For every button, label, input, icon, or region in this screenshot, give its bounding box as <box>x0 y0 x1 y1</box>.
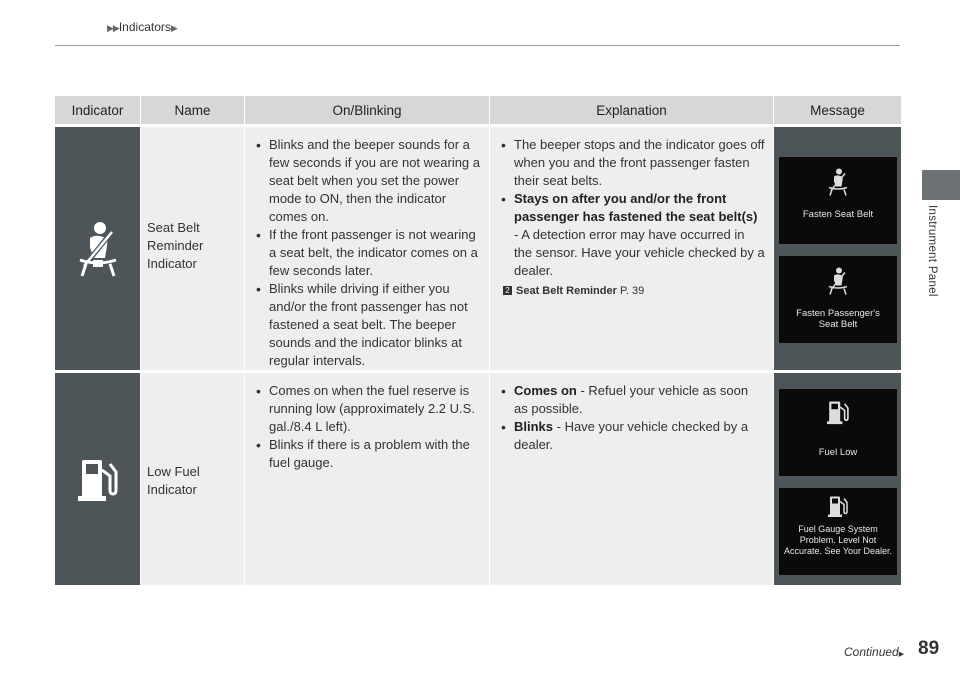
column-header: Indicator <box>55 96 141 124</box>
reference-arrow-icon: 2 <box>503 286 512 295</box>
name-line: Indicator <box>147 256 197 271</box>
on-blinking-cell <box>245 370 490 585</box>
continued-label: Continued▶ <box>844 645 905 659</box>
section-tab <box>922 170 960 200</box>
header-rule <box>55 45 900 46</box>
name-line: Indicator <box>147 482 197 497</box>
section-label: Instrument Panel <box>926 205 938 297</box>
list-item <box>501 382 765 418</box>
reference-label: Seat Belt Reminder <box>516 285 617 297</box>
list-item: • The beeper stops and the indicator goes off when you and the front passenger fasten their seat belts. <box>501 136 765 190</box>
explanation-cell <box>490 124 774 370</box>
table-row <box>55 370 901 585</box>
message-text: Fuel Gauge System Problem. Level Not Accurate. See Your Dealer. <box>783 524 893 556</box>
fuel-pump-icon <box>78 456 118 502</box>
list-item: • Comes on when the fuel reserve is running low (approximately 2.2 U.S. gal./8.4 L left). <box>256 382 481 436</box>
explanation-cell <box>490 370 774 585</box>
column-header: Explanation <box>490 96 774 124</box>
list-item: • Blinks and the beeper sounds for a few seconds if you are not wearing a seat belt when you set the power mode to ON, then the indicator comes on. <box>256 136 481 226</box>
on-blinking-cell <box>245 124 490 370</box>
explanation-text: - Refuel your vehicle as soon as possible. <box>514 383 749 416</box>
cross-reference[interactable] <box>490 282 773 300</box>
seat-belt-icon <box>825 167 851 197</box>
breadcrumb-arrow-icon: ▶▶ <box>107 23 119 33</box>
indicator-table <box>55 96 901 585</box>
message-screen <box>779 389 897 476</box>
column-header: On/Blinking <box>245 96 490 124</box>
page-number: 89 <box>918 638 940 659</box>
column-header: Message <box>774 96 901 124</box>
list-item: • If the front passenger is not wearing a seat belt, the indicator comes on a few seconds later. <box>256 226 481 280</box>
reference-page: P. 39 <box>619 285 645 297</box>
seat-belt-icon <box>825 266 851 296</box>
table-header-row <box>55 96 901 124</box>
bold-term: Comes on <box>514 383 577 398</box>
name-line: Reminder <box>147 238 204 253</box>
name-line: Low Fuel <box>147 464 200 479</box>
list-item: • Blinks if there is a problem with the fuel gauge. <box>256 436 481 472</box>
breadcrumb-label: Indicators <box>118 20 171 34</box>
list-item: • Blinks while driving if either you and/or the front passenger has not fastened a seat belt. The beeper sounds and the indicator blinks at regular intervals. <box>256 280 481 370</box>
bold-term: Blinks <box>514 419 554 434</box>
list-item <box>501 190 765 280</box>
list-item <box>501 418 765 454</box>
message-text: Fasten Passenger's Seat Belt <box>796 308 880 330</box>
fuel-pump-icon <box>827 399 849 425</box>
column-header: Name <box>141 96 245 124</box>
indicator-icon-cell <box>55 370 141 585</box>
explanation-text: - A detection error may have occurred in the sensor. Have your vehicle checked by a dealer. <box>514 227 765 278</box>
indicator-name-cell <box>141 124 245 370</box>
continued-arrow-icon: ▶ <box>898 651 905 658</box>
indicator-name-cell <box>141 370 245 585</box>
fuel-pump-icon <box>828 494 848 518</box>
message-screen <box>779 157 897 244</box>
message-screen <box>779 256 897 343</box>
message-text: Fasten Seat Belt <box>802 209 874 220</box>
breadcrumb <box>107 20 177 34</box>
seat-belt-icon <box>72 220 124 278</box>
message-text: Fuel Low <box>818 447 858 458</box>
indicator-icon-cell <box>55 124 141 370</box>
name-line: Seat Belt <box>147 220 200 235</box>
explanation-text: - Have your vehicle checked by a dealer. <box>514 419 749 452</box>
breadcrumb-arrow-icon: ▶ <box>170 23 177 33</box>
message-cell <box>774 124 901 370</box>
bold-term: Stays on after you and/or the front passenger has fastened the seat belt(s) <box>514 191 758 224</box>
message-cell <box>774 370 901 585</box>
table-row <box>55 124 901 370</box>
message-screen <box>779 488 897 575</box>
